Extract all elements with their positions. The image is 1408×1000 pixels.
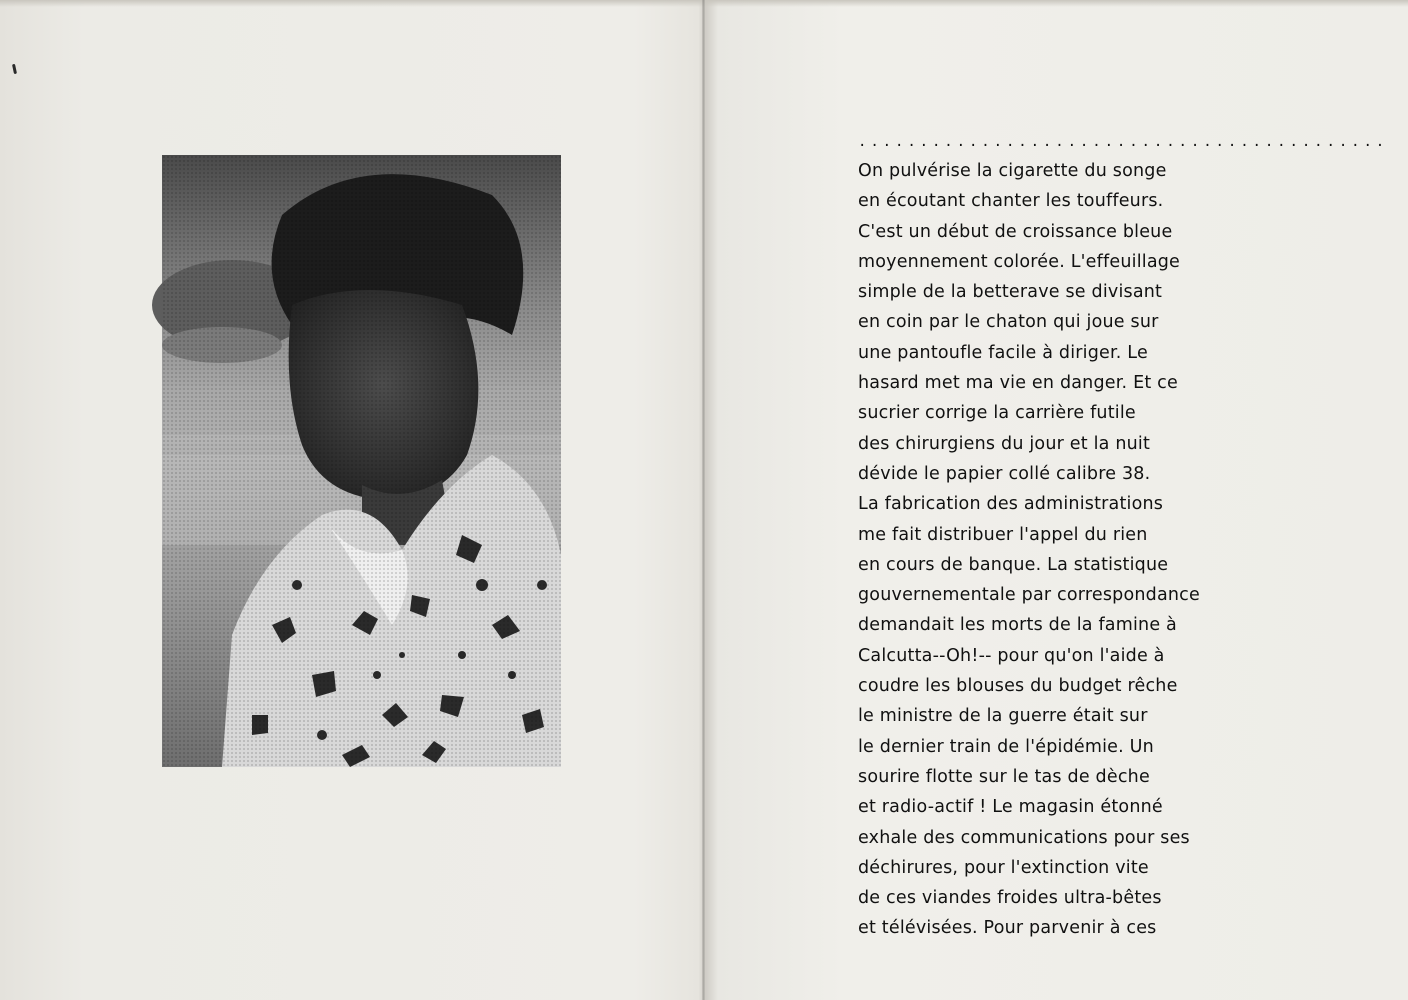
text-line: et radio-actif ! Le magasin étonné [858, 797, 1163, 818]
text-line: sourire flotte sur le tas de dèche [858, 766, 1150, 787]
text-line: déchirures, pour l'extinction vite [858, 857, 1149, 878]
dotted-rule: ........................................... [858, 134, 1389, 150]
text-line: me fait distribuer l'appel du rien [858, 524, 1148, 545]
portrait-photo [162, 155, 561, 767]
text-line: coudre les blouses du budget rêche [858, 676, 1178, 697]
text-line: de ces viandes froides ultra-bêtes [858, 888, 1162, 909]
text-line: une pantoufle facile à diriger. Le [858, 342, 1148, 363]
text-line: hasard met ma vie en danger. Et ce [858, 373, 1178, 394]
ink-speck [12, 64, 17, 74]
text-line: Calcutta--Oh!-- pour qu'on l'aide à [858, 645, 1165, 666]
body-text [858, 156, 1258, 944]
text-line: simple de la betterave se divisant [858, 282, 1163, 303]
text-line: en coin par le chaton qui joue sur [858, 312, 1159, 333]
text-line: dévide le papier collé calibre 38. [858, 463, 1151, 484]
text-line: et télévisées. Pour parvenir à ces [858, 918, 1157, 939]
text-line: sucrier corrige la carrière futile [858, 403, 1136, 424]
text-line: le dernier train de l'épidémie. Un [858, 736, 1154, 757]
portrait-photo-image [162, 155, 561, 767]
text-line: C'est un début de croissance bleue [858, 221, 1173, 242]
text-line: demandait les morts de la famine à [858, 615, 1177, 636]
text-line: en écoutant chanter les touffeurs. [858, 191, 1164, 212]
text-line: moyennement colorée. L'effeuillage [858, 251, 1181, 272]
text-line: On pulvérise la cigarette du songe [858, 161, 1167, 181]
text-line: en cours de banque. La statistique [858, 554, 1169, 575]
text-line: des chirurgiens du jour et la nuit [858, 433, 1151, 454]
text-line: exhale des communications pour ses [858, 827, 1190, 848]
text-line: gouvernementale par correspondance [858, 585, 1200, 606]
text-line: La fabrication des administrations [858, 494, 1164, 515]
text-line: le ministre de la guerre était sur [858, 706, 1148, 727]
